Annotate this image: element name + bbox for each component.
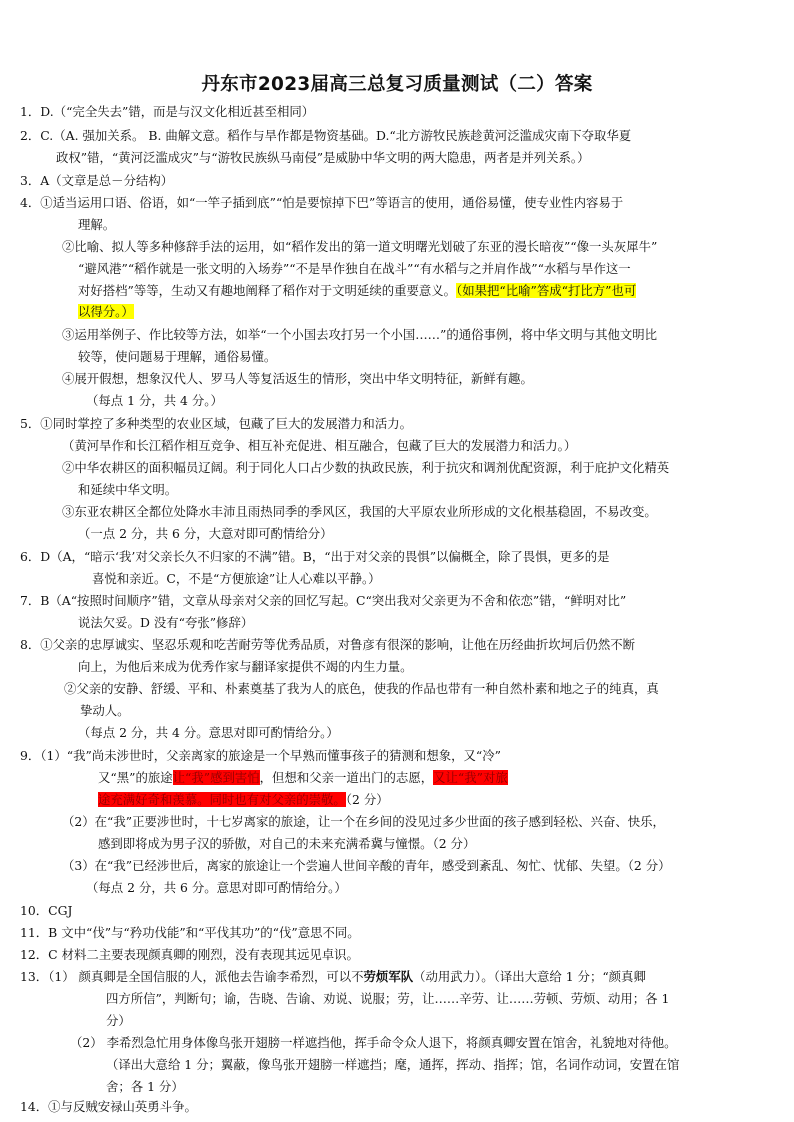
red-highlight-3: 途充满好奇和羡慕。同时也有对父亲的崇敬。 [98, 792, 346, 807]
answer-11: 11．B 文中“伐”与“矜功伐能”和“平伐其功”的“伐”意思不同。 [20, 925, 360, 940]
answer-4-point-4: ④展开假想，想象汉代人、罗马人等复活返生的情形，突出中华文明特征，新鲜有趣。 [62, 371, 533, 386]
answer-7-line-2: 说法欠妥。D 没有“夸张”修辞） [78, 615, 254, 630]
answer-13-part-2-line-2: （译出大意给 1 分；翼蔽，像鸟张开翅膀一样遮挡；麾，通挥，挥动、指挥；馆，名词作动词，安置在馆 [106, 1057, 680, 1072]
page-title: 丹东市2023届高三总复习质量测试（二）答案 [201, 74, 593, 95]
answer-3: 3．A（文章是总－分结构） [20, 173, 174, 188]
answer-5-point-3: ③东亚农耕区全都位处降水丰沛且雨热同季的季风区，我国的大平原农业所形成的文化根基稳固，不易改变。 [62, 504, 657, 519]
answer-5-point-1: 5．①同时掌控了多种类型的农业区域，包藏了巨大的发展潜力和活力。 [20, 416, 412, 431]
answer-8-scoring: （每点 2 分，共 4 分。意思对即可酌情给分。） [78, 725, 339, 740]
answer-12: 12．C 材料二主要表现颜真卿的刚烈，没有表现其远见卓识。 [20, 947, 359, 962]
answer-13-part-2-line-3: 舍；各 1 分） [106, 1079, 184, 1094]
answer-6-line-2: 喜悦和亲近。C，不是“方便旅途”让人心难以平静。） [92, 571, 381, 586]
answer-5-point-2-line-1: ②中华农耕区的面积幅员辽阔。利于同化人口占少数的执政民族，利于抗灾和调剂优配资源，利于庇护文化精英 [62, 460, 670, 475]
answer-9-scoring: （每点 2 分，共 6 分。意思对即可酌情给分。） [86, 880, 347, 895]
answer-4-point-1-line-2: 理解。 [78, 217, 116, 232]
answer-9-part-1-line-3 [98, 788, 389, 812]
red-highlight-1: 让“我”感到害怕 [172, 770, 260, 785]
answer-9-part-1-line-2 [98, 766, 508, 790]
answer-4-point-3-line-1: ③运用举例子、作比较等方法，如举“一个小国去攻打另一个小国……”的通俗事例，将中华文明与其他文明比 [62, 327, 658, 342]
answer-13-part-2-line-1: （2） 李希烈急忙用身体像鸟张开翅膀一样遮挡他，挥手命令众人退下，将颜真卿安置在馆舍，礼貌地对待他。 [70, 1035, 677, 1050]
answer-6-line-1: 6．D（A，“暗示‘我’对父亲长久不归家的不满”错。B，“出于对父亲的畏惧”以偏概全，除了畏惧，更多的是 [20, 549, 610, 564]
answer-4-point-3-line-2: 较等，使问题易于理解，通俗易懂。 [78, 349, 277, 364]
answer-9-part-1-line-1: 9．（1）“我”尚未涉世时，父亲离家的旅途是一个早熟而懂事孩子的猜测和想象，又“冷” [20, 748, 501, 763]
answer-4-point-2-line-1: ②比喻、拟人等多种修辞手法的运用，如“稻作发出的第一道文明曙光划破了东亚的漫长暗夜”“像一头灰犀牛” [62, 239, 658, 254]
answer-9-part-3: （3）在“我”已经涉世后，离家的旅途让一个尝遍人世间辛酸的青年，感受到紊乱、匆忙、忧郁、失望。（2 分） [62, 858, 671, 873]
answer-9-text-2: ，但想和父亲一道出门的志愿， [259, 770, 434, 785]
answer-8-point-2-line-2: 挚动人。 [80, 703, 130, 718]
answer-9-part-2-line-2: 感到即将成为男子汉的骄傲，对自己的未来充满希冀与憧憬。（2 分） [98, 836, 476, 851]
answer-10: 10．CGJ [20, 903, 73, 918]
answer-14-point-1: 14．①与反贼安禄山英勇斗争。 [20, 1099, 197, 1114]
answer-4-point-2-line-2: “避风港”“稻作就是一张文明的入场券”“不是旱作独自在战斗”“有水稻与之并肩作战”“水稻与旱作这一 [78, 261, 631, 276]
answer-4-point-1-line-1: 4．①适当运用口语、俗语，如“一竿子插到底”“怕是要惊掉下巴”等语言的使用，通俗易懂，使专业性内容易于 [20, 195, 624, 210]
answer-8-point-1-line-2: 向上，为他后来成为优秀作家与翻译家提供不竭的内生力量。 [78, 659, 413, 674]
answer-4-point-2-line-3 [78, 279, 636, 303]
answer-2-line-2: 政权”错，“黄河泛滥成灾”与“游牧民族纵马南侵”是威胁中华文明的两大隐患，两者是并列关系。） [56, 150, 590, 165]
answer-5-point-2-line-2: 和延续中华文明。 [78, 482, 178, 497]
answer-13-text: 13．（1） 颜真卿是全国信服的人，派他去告谕李希烈，可以不 [20, 969, 364, 984]
answer-2-line-1: 2．C.（A. 强加关系。 B. 曲解文意。稻作与旱作都是物资基础。D.“北方游牧民族趁黄河泛滥成灾南下夺取华夏 [20, 128, 632, 143]
answer-13-part-1-line-3: 分） [106, 1013, 131, 1028]
answer-9-text: 又“黑”的旅途 [98, 770, 173, 785]
answer-8-point-1-line-1: 8．①父亲的忠厚诚实、坚忍乐观和吃苦耐劳等优秀品质，对鲁彦有很深的影响，让他在历经曲折坎坷后仍然不断 [20, 637, 636, 652]
answer-5-scoring: （一点 2 分，共 6 分，大意对即可酌情给分） [78, 526, 333, 541]
scoring-note-highlight: （如果把“比喻”答成“打比方”也可 [456, 283, 637, 298]
answer-13-part-1-line-2: 四方所信”，判断句；谕，告晓、告谕、劝说、说服；劳，让……辛劳、让……劳顿、劳烦、动用；各 1 [106, 991, 670, 1006]
answer-1: 1．D.（“完全失去”错，而是与汉文化相近甚至相同） [20, 104, 315, 119]
red-highlight-2: 又让“我”对旅 [433, 770, 508, 785]
answer-4-point-2-text: 对好搭档”等等，生动又有趣地阐释了稻作对于文明延续的重要意义。 [78, 283, 457, 298]
answer-4-point-2-line-4 [78, 300, 134, 324]
answer-9-part-2-line-1: （2）在“我”正要涉世时，十七岁离家的旅途，让一个在乡间的没见过多少世面的孩子感到轻松、兴奋、快乐， [62, 814, 665, 829]
scoring-note-highlight-end: 以得分。） [78, 304, 134, 319]
answer-7-line-1: 7．B（A“按照时间顺序”错，文章从母亲对父亲的回忆写起。C“突出我对父亲更为不舍和依恋”错，“鲜明对比” [20, 593, 627, 608]
answer-5-point-1-note: （黄河旱作和长江稻作相互竞争、相互补充促进、相互融合，包藏了巨大的发展潜力和活力。） [62, 438, 577, 453]
answer-4-scoring: （每点 1 分，共 4 分。） [86, 393, 223, 408]
answer-9-part-1-score: （2 分） [345, 792, 389, 807]
answer-8-point-2-line-1: ②父亲的安静、舒缓、平和、朴素奠基了我为人的底色，使我的作品也带有一种自然朴素和地之子的纯真，真 [64, 681, 659, 696]
answer-13-text-2: （动用武力）。（译出大意给 1 分；“颜真卿 [413, 969, 646, 984]
answer-13-part-1-line-1 [20, 965, 646, 989]
answer-13-bold-term: 劳烦军队 [363, 969, 414, 984]
